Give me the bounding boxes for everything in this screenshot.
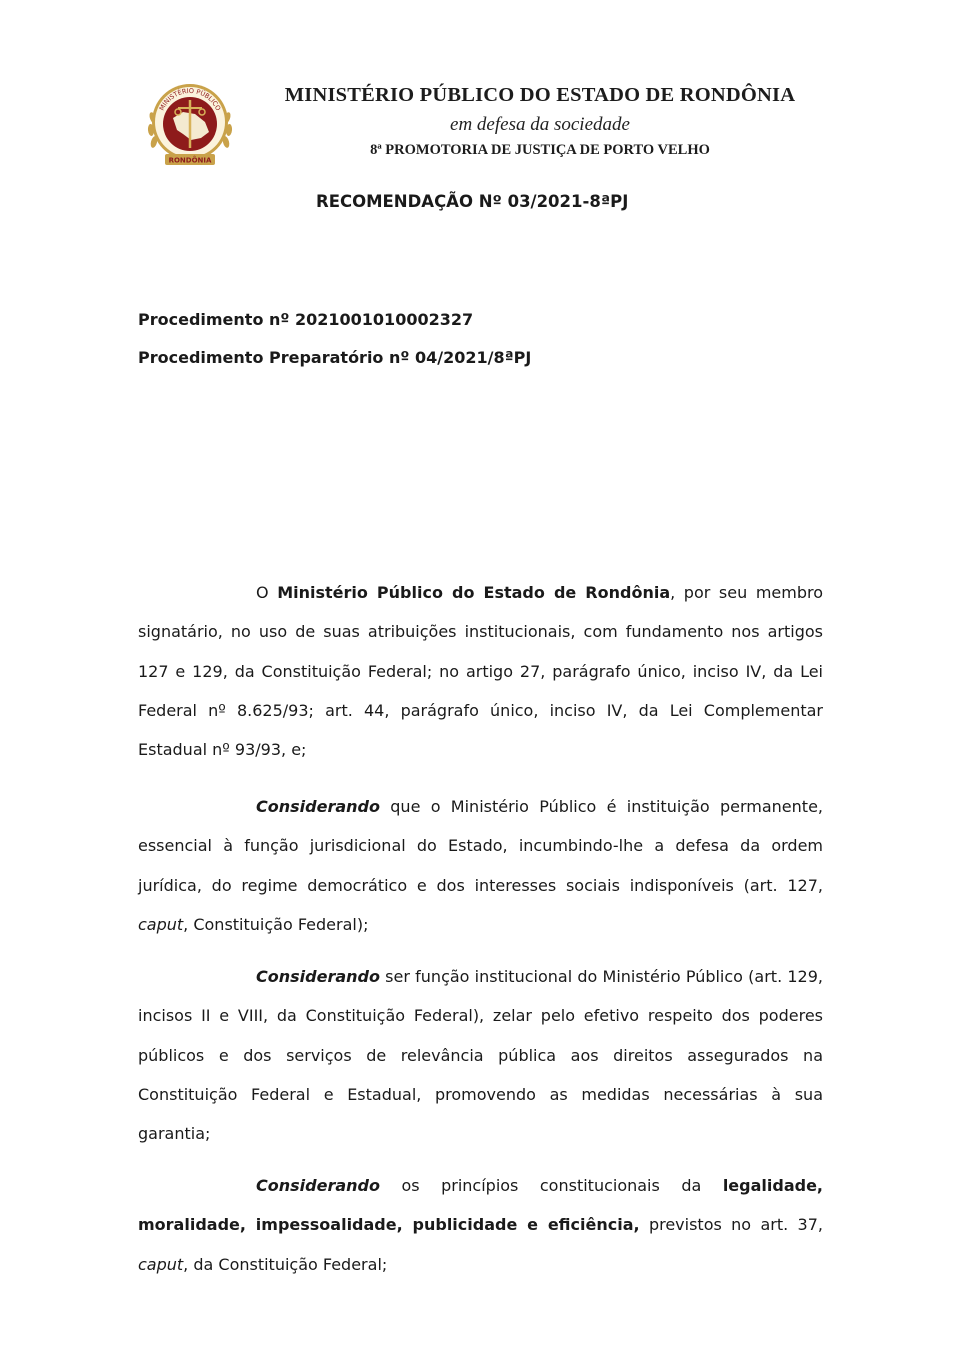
svg-text:MINISTÉRIO PÚBLICO: MINISTÉRIO PÚBLICO bbox=[157, 86, 223, 112]
text-span: os princípios constitucionais da bbox=[379, 1176, 723, 1195]
paragraph-considerando-2 bbox=[138, 957, 823, 1153]
caput-italic: caput bbox=[138, 914, 184, 934]
text-span: , da Constituição Federal; bbox=[183, 1254, 388, 1274]
institution-seal-logo bbox=[143, 78, 237, 172]
institution-motto: em defesa da sociedade bbox=[450, 114, 630, 135]
principles-bold: legalidade, moralidade, impessoalidade, publicidade e eficiência, bbox=[138, 1176, 823, 1235]
text-span: , Constituição Federal); bbox=[183, 914, 369, 934]
preparatory-procedure-number: Procedimento Preparatório nº 04/2021/8ªPJ bbox=[138, 348, 532, 367]
paragraph-considerando-1 bbox=[138, 787, 823, 944]
considerando-lead: Considerando bbox=[256, 967, 380, 986]
procedure-number: Procedimento nº 2021001010002327 bbox=[138, 310, 474, 329]
paragraph-preamble bbox=[138, 573, 823, 769]
institution-title: MINISTÉRIO PÚBLICO DO ESTADO DE RONDÔNIA bbox=[284, 84, 796, 106]
paragraph-considerando-3 bbox=[138, 1166, 823, 1284]
institution-unit: 8ª PROMOTORIA DE JUSTIÇA DE PORTO VELHO bbox=[370, 142, 710, 158]
text-span: previstos no art. 37, bbox=[639, 1215, 823, 1235]
text-span: , por seu membro signatário, no uso de suas atribuições institucionais, com fundamento nos artigos 127 e 129, da Constituição Federal; no artigo 27, parágrafo único, inciso IV, da Lei Federal nº 8.625/93; art. 44, parágrafo único, inciso IV, da Lei Complementar Estadual nº 93/93, e; bbox=[138, 583, 824, 760]
considerando-lead: Considerando bbox=[256, 1176, 380, 1195]
institution-name-bold: Ministério Público do Estado de Rondônia bbox=[277, 583, 671, 602]
document-title: RECOMENDAÇÃO Nº 03/2021-8ªPJ bbox=[316, 192, 629, 211]
text-span: O bbox=[256, 583, 278, 602]
svg-text:RONDÔNIA: RONDÔNIA bbox=[168, 156, 212, 165]
considerando-lead: Considerando bbox=[256, 797, 380, 816]
seal-emblem-icon bbox=[143, 78, 237, 172]
text-span: ser função institucional do Ministério Público (art. 129, incisos II e VIII, da Constituição Federal), zelar pelo efetivo respeito dos poderes públicos e dos serviços de relevância pública aos direitos assegurados na Constituição Federal e Estadual, promovendo as medidas necessárias à sua garantia; bbox=[138, 967, 823, 1144]
text-span: que o Ministério Público é instituição permanente, essencial à função jurisdicional do Estado, incumbindo-lhe a defesa da ordem jurídica, do regime democrático e dos interesses sociais indisponíveis (art. 127, bbox=[138, 797, 823, 895]
caput-italic: caput bbox=[138, 1254, 184, 1274]
